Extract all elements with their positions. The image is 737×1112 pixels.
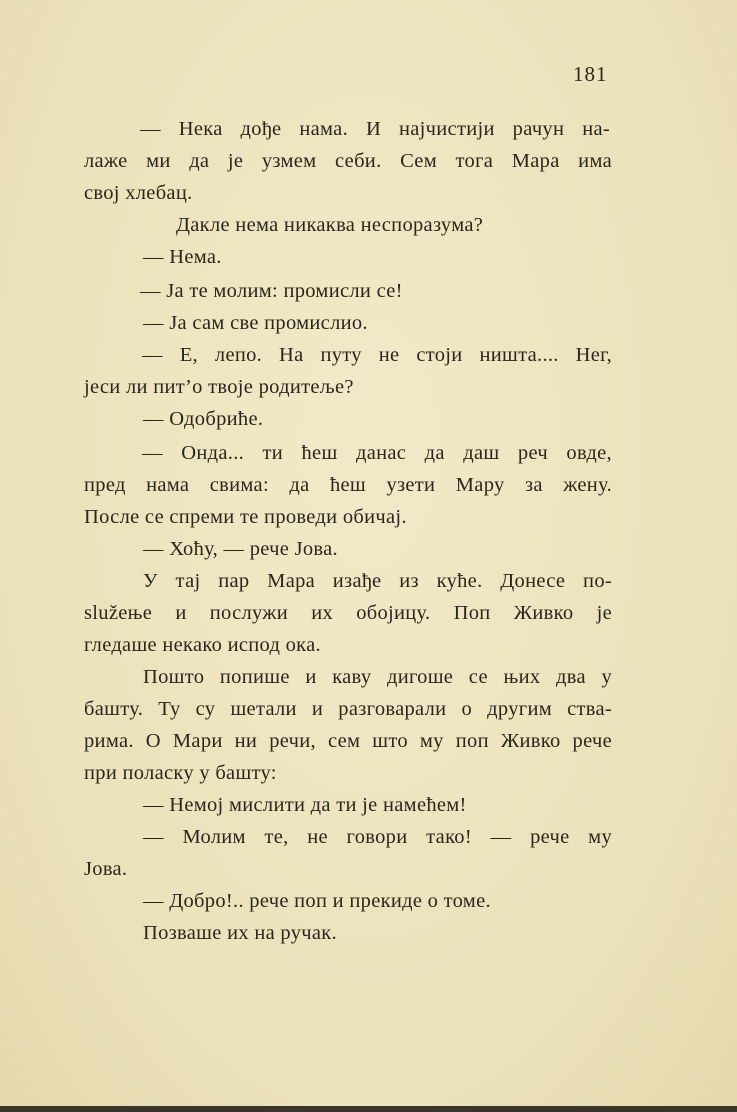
text-line: Јова.: [84, 858, 128, 880]
text-line: — Хоћу, — рече Јова.: [143, 538, 338, 560]
text-line: Дакле нема никаква неспоразума?: [176, 214, 484, 236]
page-edge: [0, 1106, 737, 1112]
text-line: пред нама свима: да ћеш узети Мару за жену.: [84, 474, 612, 496]
text-line: — Добро!.. рече поп и прекиде о томе.: [143, 890, 491, 912]
text-line: služење и послужи их обојицу. Поп Живко је: [84, 602, 612, 624]
text-line: — Немој мислити да ти је намећем!: [143, 794, 467, 816]
text-line: Пошто попише и каву дигоше се њих два у: [143, 666, 612, 688]
text-line: — Одобриће.: [143, 408, 264, 430]
text-line: башту. Ту су шетали и разговарали о другим ства-: [84, 698, 612, 720]
text-line: — Ја сам све промислио.: [143, 312, 368, 334]
text-line: Позваше их на ручак.: [143, 922, 337, 944]
text-line: при поласку у башту:: [84, 762, 277, 784]
text-line: свој хлебац.: [84, 182, 193, 204]
text-line: — Онда... ти ћеш данас да даш реч овде,: [142, 442, 612, 464]
text-line: — Нема.: [143, 246, 222, 268]
text-line: лаже ми да је узмем себи. Сем тога Мара има: [84, 150, 612, 172]
text-line: — Ја те молим: промисли се!: [140, 280, 403, 302]
text-line: — Нека дође нама. И најчистији рачун на-: [140, 118, 610, 140]
text-line: — Е, лепо. На путу не стоји ништа.... Нег,: [142, 344, 612, 366]
text-line: јеси ли пит’о твоје родитеље?: [84, 376, 354, 398]
page-number: 181: [573, 62, 608, 86]
text-line: — Молим те, не говори тако! — рече му: [143, 826, 612, 848]
text-line: После се спреми те проведи обичај.: [84, 506, 407, 528]
text-line: гледаше некако испод ока.: [84, 634, 321, 656]
text-line: рима. О Мари ни речи, сем што му поп Живко рече: [84, 730, 612, 752]
text-line: У тај пар Мара изађе из куће. Донесе по-: [143, 570, 612, 592]
